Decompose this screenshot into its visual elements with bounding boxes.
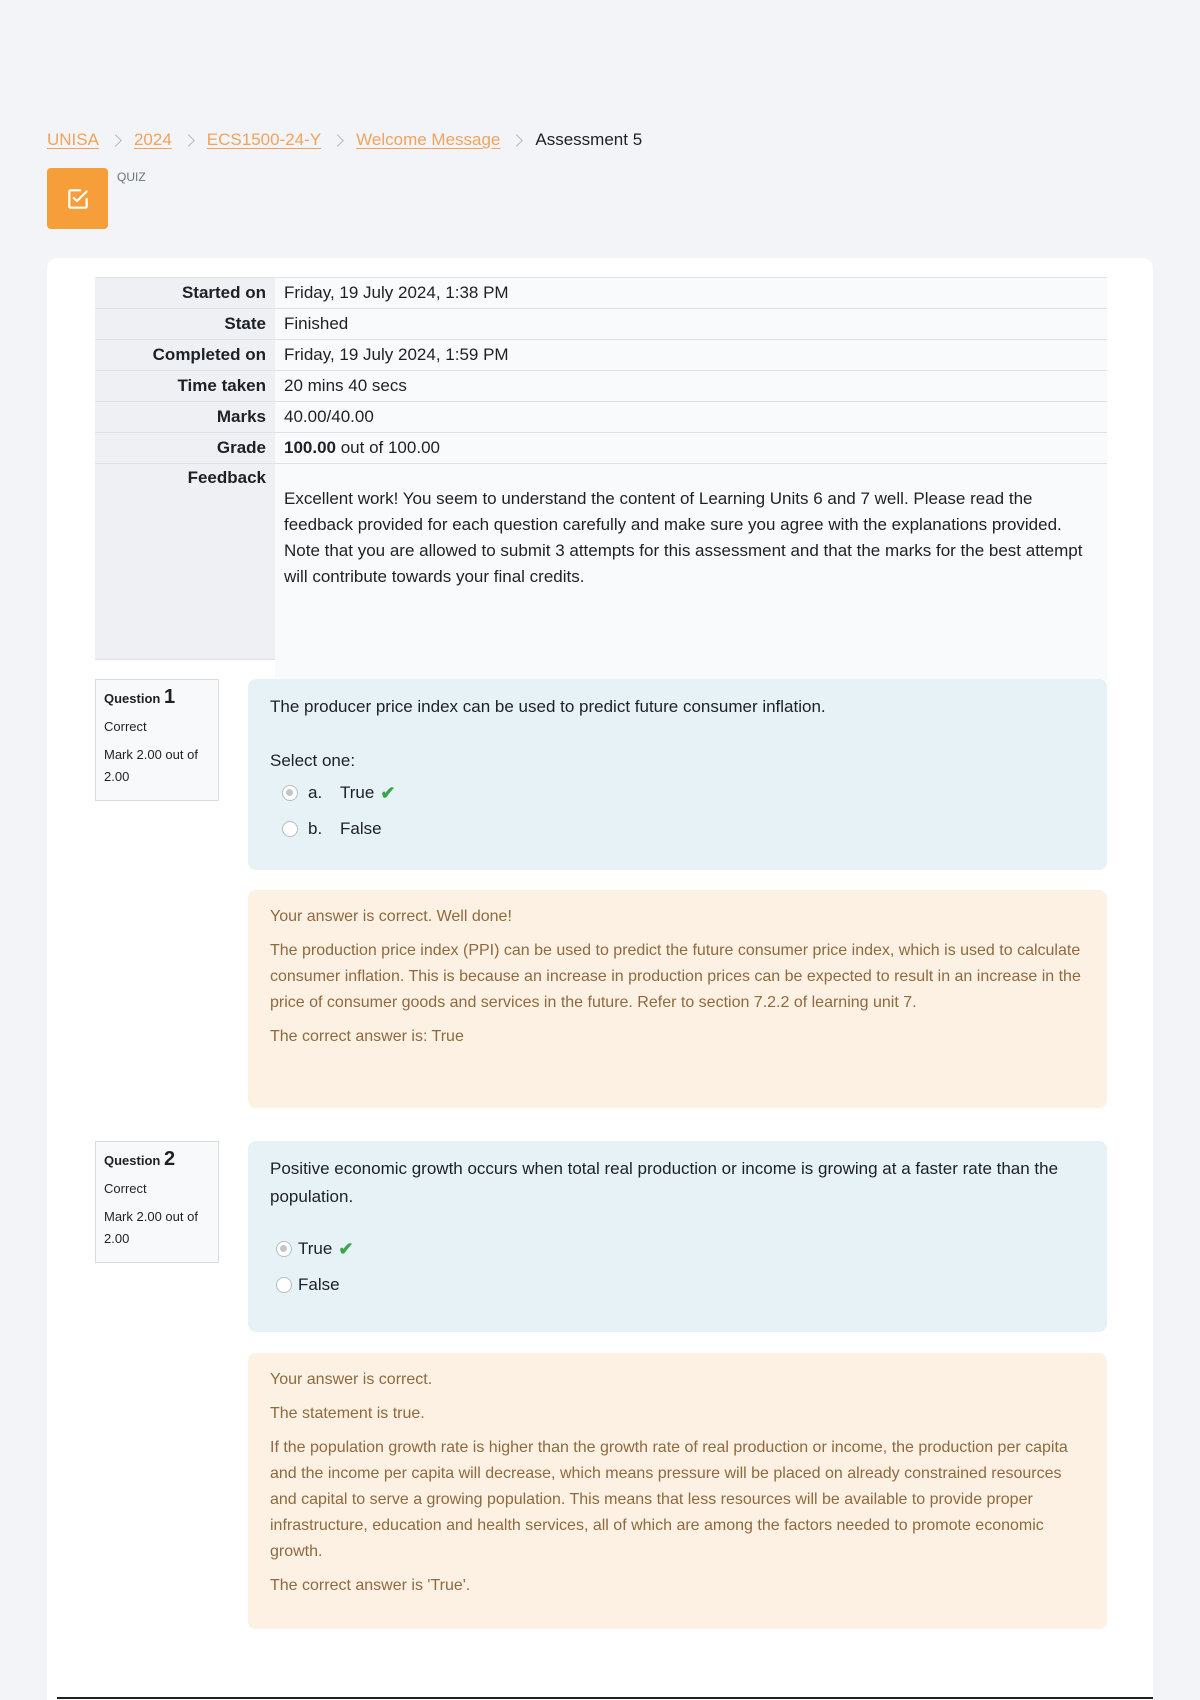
feedback-explanation: The production price index (PPI) can be used to predict the future consumer price index, which is used to calculate consumer inflation. This is because an increase in production prices can be expected to result in an increase in the price of consumer goods and services in the future. Refer to section 7.2.2 of learning unit 7.	[270, 942, 1081, 1011]
answer-option[interactable]	[282, 775, 1085, 811]
question-info	[95, 1141, 219, 1263]
breadcrumb-unisa[interactable]: UNISA	[47, 130, 99, 149]
option-letter: b.	[308, 819, 323, 838]
question-number-value: 1	[163, 686, 176, 708]
breadcrumb-course[interactable]: ECS1500-24-Y	[206, 130, 322, 149]
chevron-right-icon	[511, 134, 524, 147]
breadcrumb-year[interactable]: 2024	[133, 130, 172, 149]
question-state: Correct	[104, 719, 147, 734]
question-number-value: 2	[163, 1148, 176, 1170]
feedback-status: Your answer is correct. Well done!	[270, 908, 512, 925]
correct-answer: The correct answer is 'True'.	[270, 1577, 471, 1594]
chevron-right-icon	[109, 134, 122, 147]
option-letter: a.	[308, 783, 323, 802]
overall-feedback-text: Excellent work! You seem to understand the content of Learning Units 6 and 7 well. Please read the feedback provided for each question carefully and make sure you agree with the explanations provided. Note that you are allowed to submit 3 attempts for this assessment and that the marks for the best attempt will contribute towards your final credits.	[275, 464, 1107, 681]
question-text: The producer price index can be used to predict future consumer inflation.	[270, 697, 826, 716]
module-type-label: QUIZ	[117, 170, 146, 184]
summary-label: Marks	[95, 402, 275, 432]
question-state: Correct	[104, 1181, 147, 1196]
summary-label: Time taken	[95, 371, 275, 401]
feedback-statement: The statement is true.	[270, 1405, 425, 1422]
check-icon: ✔	[338, 1239, 354, 1259]
correct-answer: The correct answer is: True	[270, 1028, 464, 1045]
summary-row-time-taken	[95, 370, 1107, 401]
breadcrumb-section[interactable]: Welcome Message	[356, 130, 501, 149]
radio-button[interactable]	[282, 785, 298, 801]
question-content	[248, 1141, 1107, 1332]
summary-value: 40.00/40.00	[275, 402, 1107, 432]
question-feedback	[248, 890, 1107, 1108]
question-text: Positive economic growth occurs when total real production or income is growing at a faster rate than the population.	[270, 1159, 1059, 1206]
question-number	[104, 686, 210, 709]
summary-row-marks	[95, 401, 1107, 432]
grade-value: 100.00	[284, 438, 336, 457]
answer-option[interactable]	[276, 1267, 1085, 1303]
grade-out-of: out of 100.00	[336, 438, 440, 457]
question-label: Question	[104, 691, 161, 706]
feedback-explanation: If the population growth rate is higher than the growth rate of real production or income, the production per capita and the income per capita will decrease, which means pressure will be placed on already constrained resources and capital to serve a growing population. This means that less resources will be available to provide proper infrastructure, education and health services, all of which are among the factors needed to promote economic growth.	[270, 1439, 1068, 1560]
question-info	[95, 679, 219, 801]
summary-label: State	[95, 309, 275, 339]
breadcrumb-current: Assessment 5	[535, 130, 643, 149]
summary-label: Started on	[95, 278, 275, 308]
divider	[57, 1697, 1153, 1699]
select-prompt: Select one:	[270, 751, 356, 770]
summary-value: Finished	[275, 309, 1107, 339]
radio-button[interactable]	[276, 1241, 292, 1257]
radio-button[interactable]	[276, 1277, 292, 1293]
question-content	[248, 679, 1107, 870]
chevron-right-icon	[182, 134, 195, 147]
summary-row-completed	[95, 339, 1107, 370]
quiz-review-card	[47, 258, 1153, 1700]
answer-option[interactable]	[276, 1231, 1085, 1267]
summary-value: Friday, 19 July 2024, 1:59 PM	[275, 340, 1107, 370]
summary-row-feedback	[95, 463, 1107, 660]
question-number	[104, 1148, 210, 1171]
check-icon: ✔	[380, 783, 396, 803]
option-text: True	[340, 783, 375, 802]
feedback-status: Your answer is correct.	[270, 1371, 433, 1388]
summary-row-state	[95, 308, 1107, 339]
summary-row-started	[95, 277, 1107, 308]
question-label: Question	[104, 1153, 161, 1168]
option-text: True	[298, 1239, 333, 1258]
summary-row-grade	[95, 432, 1107, 463]
question-feedback	[248, 1353, 1107, 1629]
chevron-right-icon	[331, 134, 344, 147]
summary-value: Friday, 19 July 2024, 1:38 PM	[275, 278, 1107, 308]
radio-button[interactable]	[282, 821, 298, 837]
question-mark: Mark 2.00 out of 2.00	[104, 1209, 198, 1246]
summary-label: Feedback	[95, 464, 275, 659]
question-mark: Mark 2.00 out of 2.00	[104, 747, 198, 784]
option-text: False	[340, 819, 382, 838]
attempt-summary-table	[95, 277, 1107, 660]
summary-value	[275, 433, 1107, 463]
summary-label: Grade	[95, 433, 275, 463]
answer-option[interactable]	[282, 811, 1085, 847]
summary-value: 20 mins 40 secs	[275, 371, 1107, 401]
breadcrumb	[47, 128, 642, 152]
summary-label: Completed on	[95, 340, 275, 370]
quiz-icon	[47, 168, 108, 229]
option-text: False	[298, 1275, 340, 1294]
